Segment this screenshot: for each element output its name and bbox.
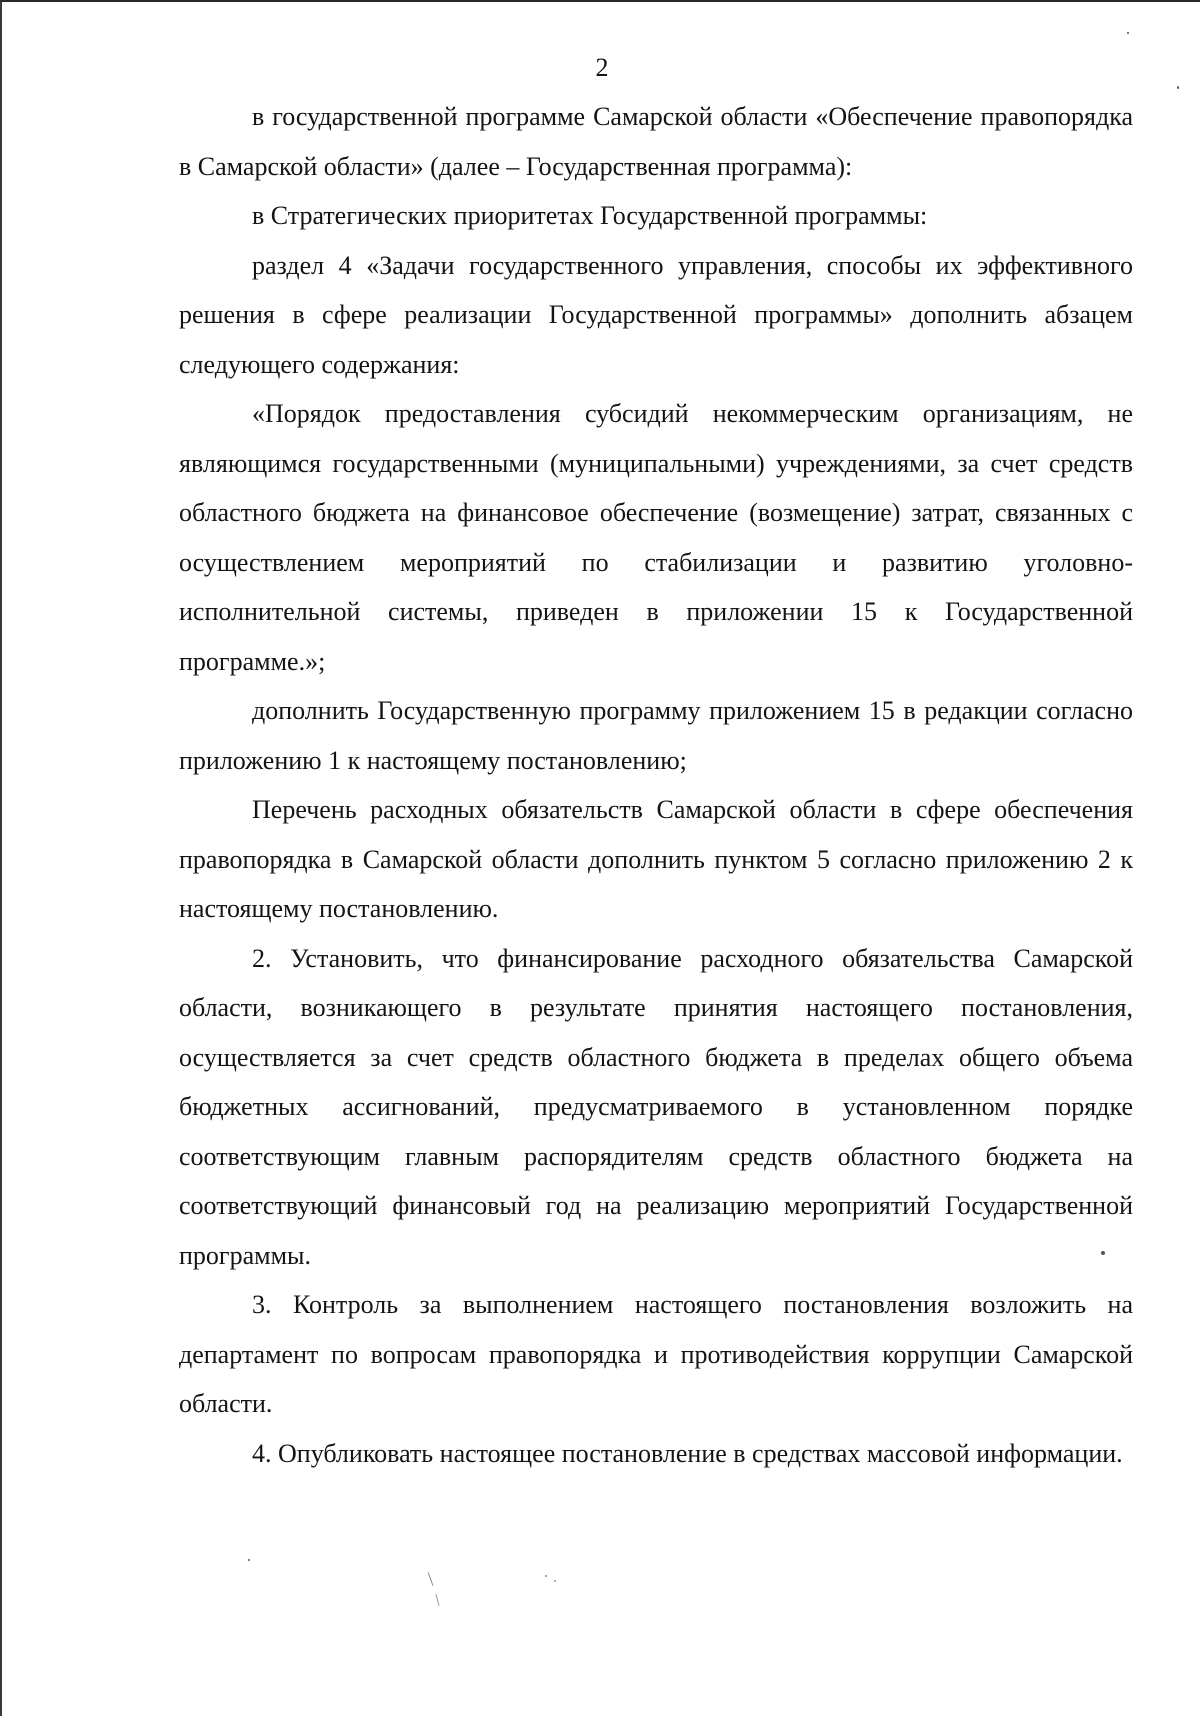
scan-speck xyxy=(428,1572,434,1585)
scan-speck xyxy=(1177,86,1179,89)
scan-speck xyxy=(554,1580,556,1582)
document-body xyxy=(179,92,1133,1478)
paragraph-expenditure-list: Перечень расходных обязательств Самарской области в сфере обеспечения правопорядка в Самарской области дополнить пунктом 5 согласно приложению 2 к настоящему постановлению. xyxy=(179,795,1133,923)
paragraph-appendix-15: дополнить Государственную программу приложением 15 в редакции согласно приложению 1 к настоящему постановлению; xyxy=(179,696,1133,775)
paragraph-section-4: раздел 4 «Задачи государственного управления, способы их эффективного решения в сфере реализации Государственной программы» дополнить абзацем следующего содержания: xyxy=(179,250,1133,379)
paragraph-subsidy-procedure: «Порядок предоставления субсидий некоммерческим организациям, не являющимся государственными (муниципальными) учреждениями, за счет средств областного бюджета на финансовое обеспечение (возмещение) затрат, связанных с осуществлением мероприятий по стабилизации и развитию уголовно-исполнительной системы, приведен в приложении 15 к Государственной программе.»; xyxy=(179,399,1133,676)
scan-speck xyxy=(545,1575,547,1577)
paragraph-program-intro: в государственной программе Самарской области «Обеспечение правопорядка в Самарской области» (далее – Государственная программа): xyxy=(179,102,1133,181)
paragraph-item-4-publish: 4. Опубликовать настоящее постановление в средствах массовой информации. xyxy=(252,1438,1123,1468)
paragraph-item-3-control: 3. Контроль за выполнением настоящего постановления возложить на департамент по вопросам правопорядка и противодействия коррупции Самарской области. xyxy=(179,1290,1133,1418)
paragraph-item-2-financing: 2. Установить, что финансирование расходного обязательства Самарской области, возникающего в результате принятия настоящего постановления, осуществляется за счет средств областного бюджета в пределах общего объема бюджетных ассигнований, предусматриваемого в установленном порядке соответствующим главным распорядителям средств областного бюджета на соответствующий финансовый год на реализацию мероприятий Государственной программы. xyxy=(179,943,1133,1270)
paragraph-strategic-priorities: в Стратегических приоритетах Государственной программы: xyxy=(252,201,928,230)
scan-speck xyxy=(248,1559,250,1561)
scan-speck xyxy=(1101,1251,1105,1255)
scan-speck xyxy=(435,1594,439,1606)
page-number: 2 xyxy=(595,53,609,82)
scan-speck xyxy=(1127,32,1129,34)
